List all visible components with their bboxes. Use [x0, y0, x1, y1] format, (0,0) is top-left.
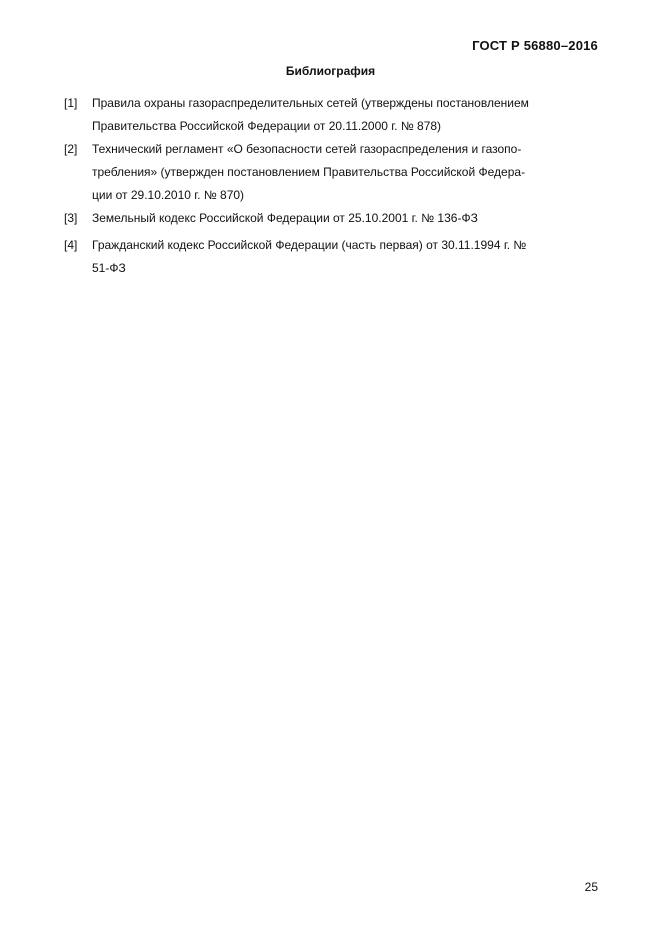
bibliography-entry [64, 138, 584, 207]
entry-text: Правила охраны газораспределительных сетей (утверждены постановлением Правительства Российской Федерации от 20.11.2000 г. № 878) [92, 96, 529, 133]
bibliography-entry [64, 207, 584, 230]
bibliography-list [64, 92, 584, 280]
entry-number: [2] [64, 142, 78, 156]
section-title: Библиография [285, 64, 376, 78]
entry-number: [1] [64, 96, 78, 110]
bibliography-entry [64, 234, 584, 280]
bibliography-entry [64, 92, 584, 138]
page-number: 25 [584, 880, 598, 894]
entry-number: [3] [64, 211, 78, 225]
entry-text: Технический регламент «О безопасности сетей газораспределения и газопо- требления» (утвержден постановлением Правительства Российской Федера- ции от 29.10.2010 г. № 870) [92, 142, 526, 202]
document-code: ГОСТ Р 56880–2016 [472, 38, 598, 53]
entry-number: [4] [64, 238, 78, 252]
entry-text: Гражданский кодекс Российской Федерации (часть первая) от 30.11.1994 г. № 51-ФЗ [92, 238, 527, 275]
entry-text: Земельный кодекс Российской Федерации от 25.10.2001 г. № 136-ФЗ [92, 211, 478, 225]
